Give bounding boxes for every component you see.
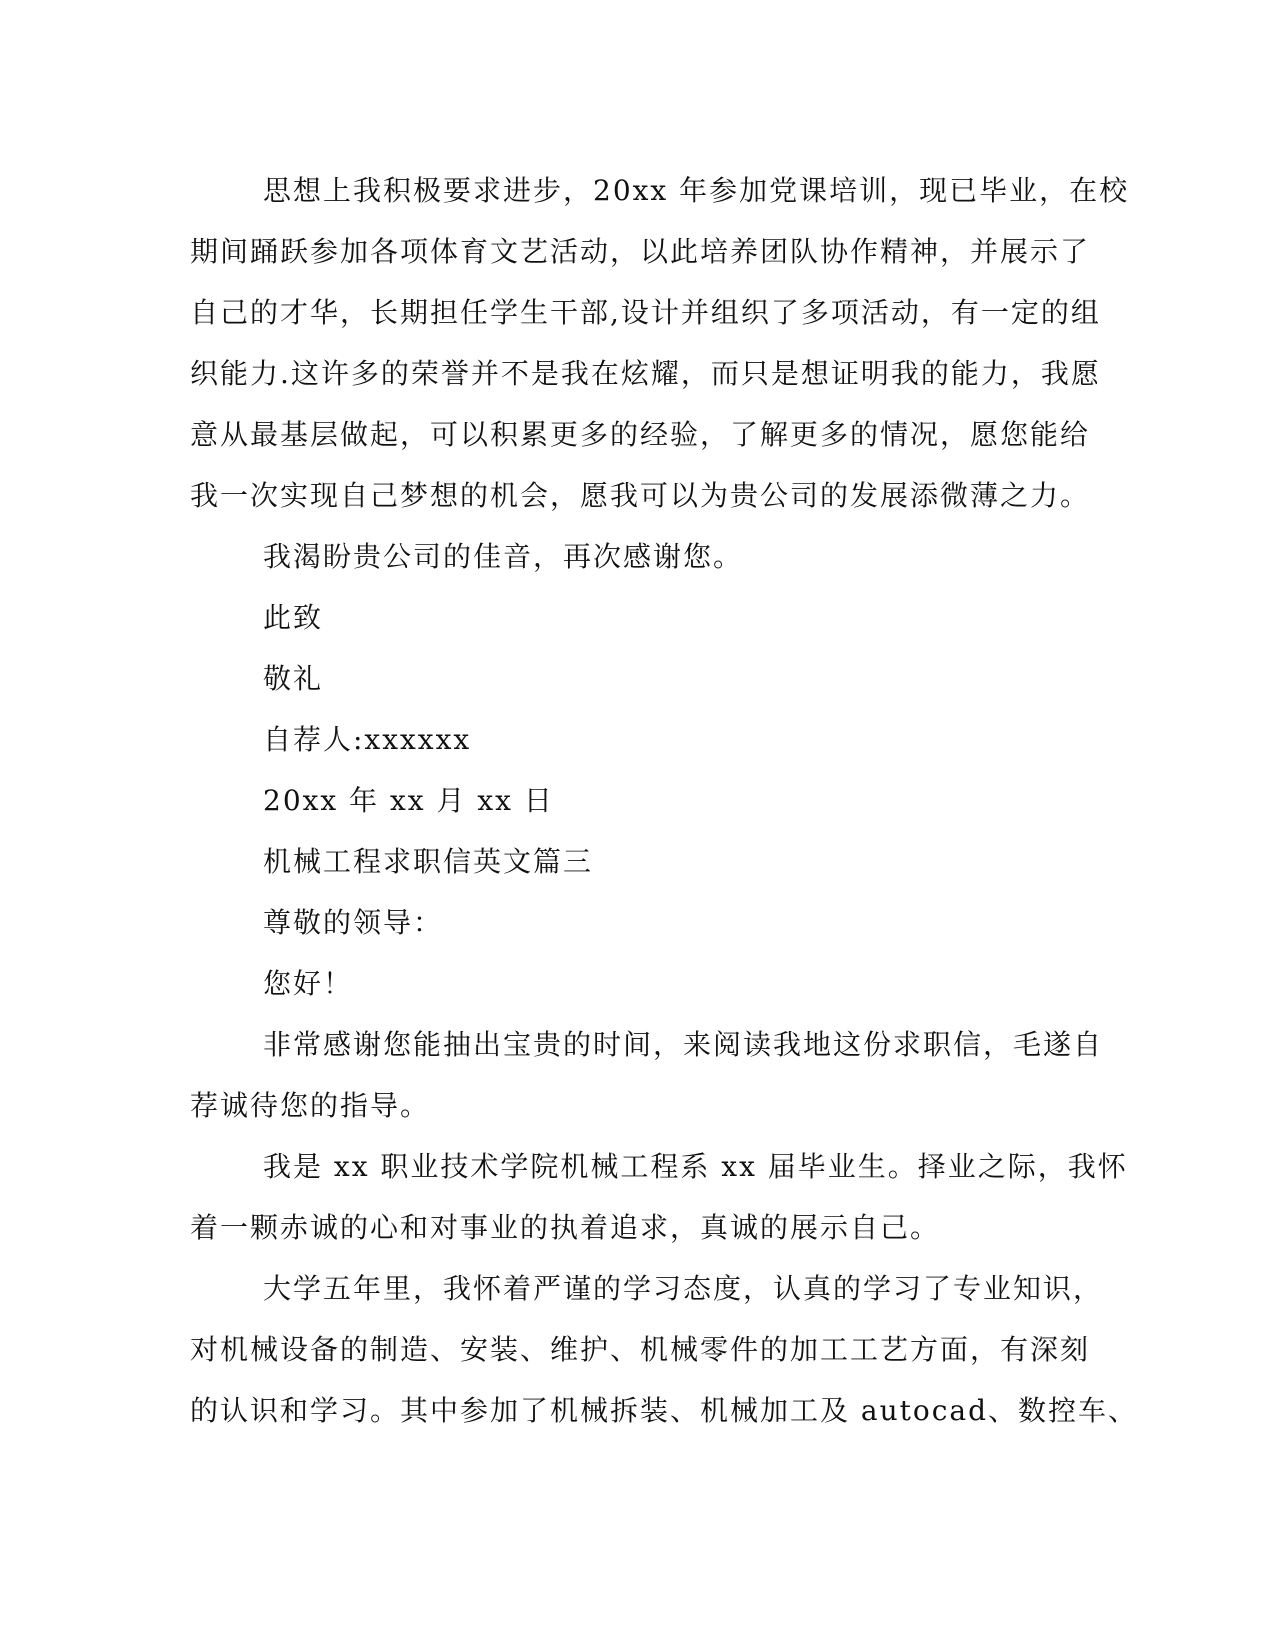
greeting-line: 尊敬的领导： bbox=[263, 906, 444, 939]
text-line: 思想上我积极要求进步，20xx 年参加党课培训，现已毕业，在校 bbox=[263, 174, 1130, 207]
text-line: 对机械设备的制造、安装、维护、机械零件的加工工艺方面，有深刻 bbox=[190, 1333, 1091, 1366]
section-heading: 机械工程求职信英文篇三 bbox=[263, 845, 594, 878]
text-line: 自己的才华，长期担任学生干部,设计并组织了多项活动，有一定的组 bbox=[190, 296, 1101, 329]
text-line: 意从最基层做起，可以积累更多的经验，了解更多的情况，愿您能给 bbox=[190, 418, 1091, 451]
text-line: 织能力.这许多的荣誉并不是我在炫耀，而只是想证明我的能力，我愿 bbox=[190, 357, 1101, 390]
text-line: 我一次实现自己梦想的机会，愿我可以为贵公司的发展添微薄之力。 bbox=[190, 479, 1091, 512]
closing-salutation: 此致 bbox=[263, 601, 324, 634]
text-line: 期间踊跃参加各项体育文艺活动，以此培养团队协作精神，并展示了 bbox=[190, 235, 1091, 268]
text-line: 着一颗赤诚的心和对事业的执着追求，真诚的展示自己。 bbox=[190, 1211, 941, 1244]
text-line: 我渴盼贵公司的佳音，再次感谢您。 bbox=[263, 540, 744, 573]
greeting-hello: 您好！ bbox=[263, 967, 354, 1000]
date-line: 20xx 年 xx 月 xx 日 bbox=[263, 784, 554, 817]
closing-regards: 敬礼 bbox=[263, 662, 324, 695]
signature-line: 自荐人:xxxxxx bbox=[263, 723, 472, 756]
text-line: 非常感谢您能抽出宝贵的时间，来阅读我地这份求职信，毛遂自 bbox=[263, 1028, 1104, 1061]
text-line: 荐诚待您的指导。 bbox=[190, 1089, 431, 1122]
text-line: 的认识和学习。其中参加了机械拆装、机械加工及 autocad、数控车、 bbox=[190, 1394, 1139, 1427]
letter-body bbox=[190, 160, 1139, 1441]
text-line: 我是 xx 职业技术学院机械工程系 xx 届毕业生。择业之际，我怀 bbox=[263, 1150, 1128, 1183]
text-line: 大学五年里，我怀着严谨的学习态度，认真的学习了专业知识， bbox=[263, 1272, 1104, 1305]
